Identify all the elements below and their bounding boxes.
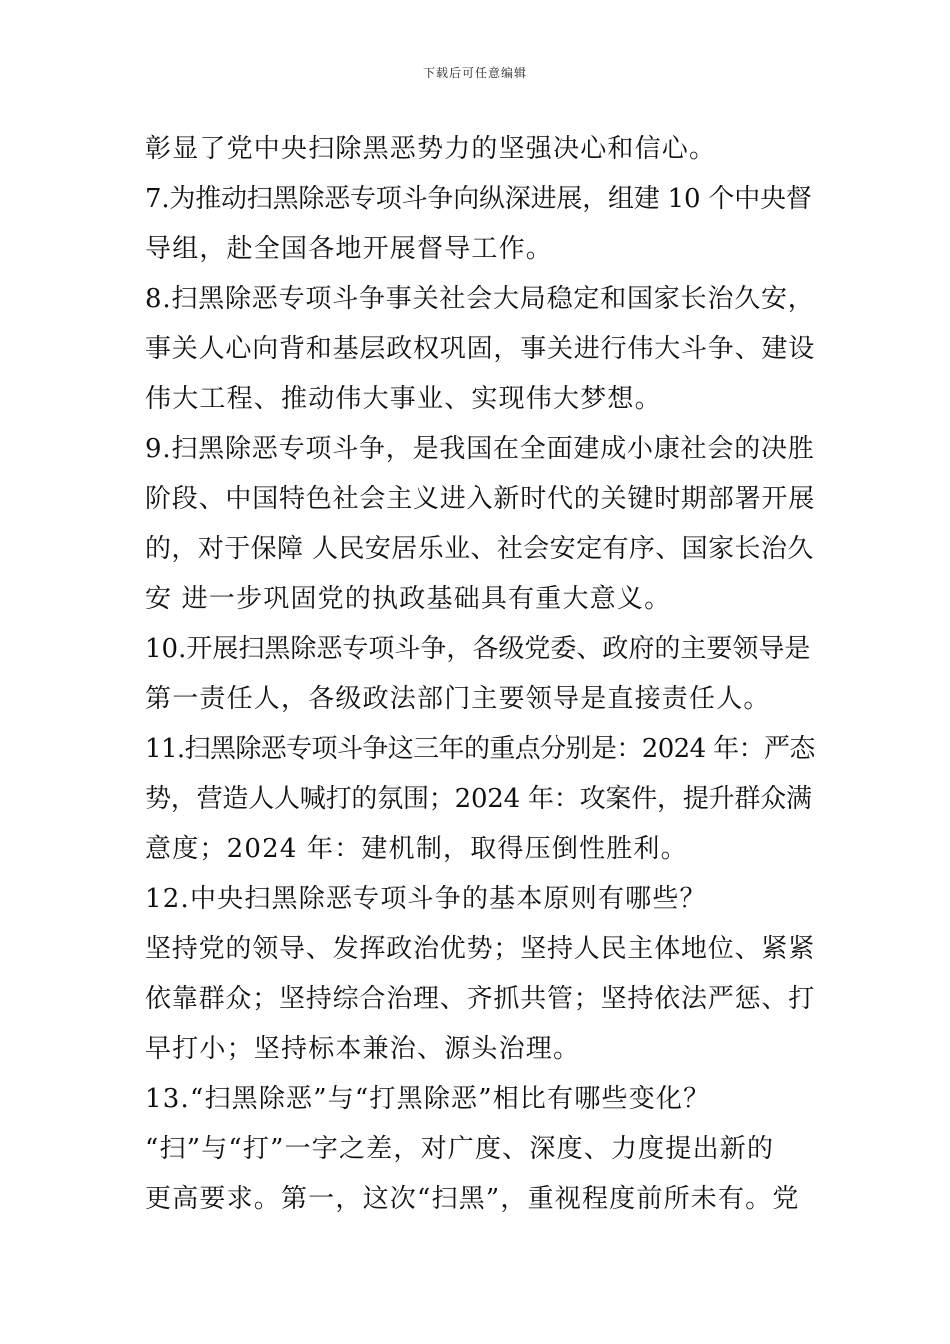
- text-line: 10.开展扫黑除恶专项斗争，各级党委、政府的主要领导是: [145, 634, 811, 664]
- text-line: 意度；2024 年：建机制，取得压倒性胜利。: [145, 834, 688, 864]
- text-line: 更高要求。第一，这次“扫黑”，重视程度前所未有。党: [145, 1184, 800, 1214]
- text-line: 12.中央扫黑除恶专项斗争的基本原则有哪些？: [145, 884, 707, 914]
- document-body: [145, 124, 815, 1224]
- text-line: 彰显了党中央扫除黑恶势力的坚强决心和信心。: [145, 134, 717, 164]
- text-line: 8.扫黑除恶专项斗争事关社会大局稳定和国家长治久安，: [145, 284, 815, 314]
- text-line: 势，营造人人喊打的氛围；2024 年：攻案件，提升群众满: [145, 784, 812, 814]
- text-line: 导组，赴全国各地开展督导工作。: [145, 234, 554, 264]
- text-line: 第一责任人，各级政法部门主要领导是直接责任人。: [145, 684, 771, 714]
- text-line: 坚持党的领导、发挥政治优势；坚持人民主体地位、紧紧: [145, 934, 816, 964]
- text-line: “扫”与“打”一字之差，对广度、深度、力度提出新的: [145, 1134, 775, 1164]
- text-line: 的，对于保障 人民安居乐业、社会安定有序、国家长治久: [145, 534, 814, 564]
- page-header: 下载后可任意编辑: [422, 66, 527, 80]
- text-line: 安 进一步巩固党的执政基础具有重大意义。: [145, 584, 672, 614]
- text-line: 依靠群众；坚持综合治理、齐抓共管；坚持依法严惩、打: [145, 984, 816, 1014]
- text-line: 11.扫黑除恶专项斗争这三年的重点分别是：2024 年：严态: [145, 734, 815, 764]
- text-line: 早打小；坚持标本兼治、源头治理。: [145, 1034, 581, 1064]
- text-line: 13.“扫黑除恶”与“打黑除恶”相比有哪些变化？: [145, 1084, 711, 1114]
- text-line: 阶段、中国特色社会主义进入新时代的关键时期部署开展: [145, 484, 816, 514]
- text-line: 9.扫黑除恶专项斗争，是我国在全面建成小康社会的决胜: [145, 434, 815, 464]
- text-line: 7.为推动扫黑除恶专项斗争向纵深进展，组建 10 个中央督: [145, 184, 812, 214]
- text-line: 伟大工程、推动伟大事业、实现伟大梦想。: [145, 384, 662, 414]
- text-line: 事关人心向背和基层政权巩固，事关进行伟大斗争、建设: [145, 334, 816, 364]
